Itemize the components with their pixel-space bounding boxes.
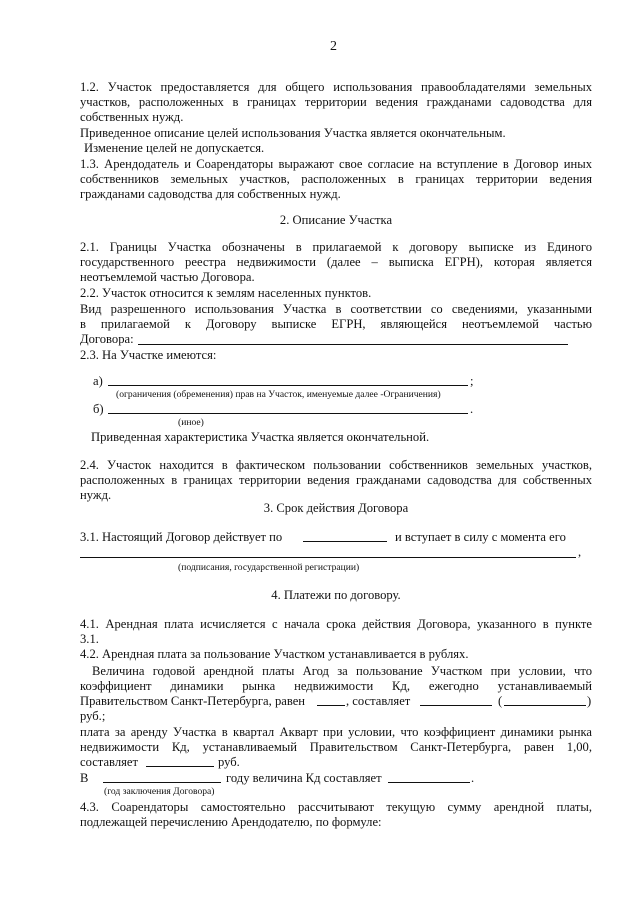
text-line: 3.1. [80, 632, 99, 646]
characteristic-final: Приведенная характеристика Участка является окончательной. [91, 430, 430, 444]
section-2-title: 2. Описание Участка [279, 213, 393, 227]
kd-caption: (год заключения Договора) [104, 786, 215, 797]
section-3-title: 3. Срок действия Договора [263, 501, 409, 515]
clause-2-2: 2.2. Участок относится к землям населенных пунктов. [80, 286, 372, 300]
text-segment: ) [587, 694, 592, 708]
blank-line [420, 705, 492, 706]
page-number: 2 [330, 39, 337, 54]
text-line: недвижимости Кд, устанавливаемый Правительством Санкт-Петербурга, равен 1,00, [80, 740, 592, 754]
text-line: подлежащей перечислению Арендодателю, по формуле: [80, 815, 382, 829]
text-line: 2.4. Участок находится в фактическом пользовании собственников земельных участков, [80, 458, 592, 472]
text-segment: , [578, 545, 582, 559]
text-line: Приведенное описание целей использования Участка является окончательным. [80, 126, 506, 140]
blank-line [303, 541, 387, 542]
blank-line [80, 557, 576, 558]
text-line: Вид разрешенного использования Участка в соответствии со сведениями, указанными [80, 302, 592, 316]
text-segment: году величина Кд составляет [226, 771, 382, 785]
blank-line [103, 782, 221, 783]
text-line: 1.2. Участок предоставляется для общего использования правообладателями земельных [80, 80, 592, 94]
section-4-title: 4. Платежи по договору. [271, 588, 401, 602]
text-line: государственного реестра недвижимости (далее – выписка ЕГРН), которая является [80, 255, 592, 269]
blank-line [504, 705, 586, 706]
text-line: руб.; [80, 709, 106, 723]
text-segment: , составляет [346, 694, 411, 708]
item-a-caption: (ограничения (обременения) прав на Участок, именуемые далее -Ограничения) [116, 389, 441, 400]
text-line: гражданами садоводства для собственных нужд. [80, 187, 341, 201]
text-line: неотъемлемой частью Договора. [80, 270, 255, 284]
text-line: коэффициент динамики рынка недвижимости Кд, ежегодно устанавливаемый [80, 679, 592, 693]
text-line: расположенных в границах территории ведения гражданами садоводства для собственных [80, 473, 592, 487]
text-line: 4.1. Арендная плата исчисляется с начала срока действия Договора, указанного в пункте [80, 617, 592, 631]
text-segment: руб. [218, 755, 240, 769]
blank-line [388, 782, 470, 783]
text-line: Величина годовой арендной платы Агод за пользование Участком при условии, что [92, 664, 592, 678]
text-segment: ( [498, 694, 503, 708]
text-line: 2.1. Границы Участка обозначены в прилагаемой к договору выписке из Единого [80, 240, 592, 254]
blank-line [317, 705, 345, 706]
text-segment: составляет [80, 755, 138, 769]
clause-3-1-caption: (подписания, государственной регистрации) [178, 562, 360, 573]
text-line: 4.3. Соарендаторы самостоятельно рассчитывают текущую сумму арендной платы, [80, 800, 592, 814]
item-a-label: а) [93, 374, 103, 388]
blank-line [146, 766, 214, 767]
blank-line [108, 413, 468, 414]
text-line: нужд. [80, 488, 112, 502]
blank-line [108, 385, 468, 386]
item-b-label: б) [93, 402, 104, 416]
text-line: 1.3. Арендодатель и Соарендаторы выражают свое согласие на вступление в Договор иных [80, 157, 592, 171]
text-line: в прилагаемой к Договору выписке ЕГРН, являющейся неотъемлемой частью [80, 317, 592, 331]
text-line: Изменение целей не допускается. [84, 141, 265, 155]
text-line: собственников земельных участков, расположенных в границах территории ведения [80, 172, 592, 186]
blank-line [138, 344, 568, 345]
clause-2-3: 2.3. На Участке имеются: [80, 348, 217, 362]
clause-4-2: 4.2. Арендная плата за пользование Участком устанавливается в рублях. [80, 647, 469, 661]
text-segment: Правительством Санкт-Петербурга, равен [80, 694, 306, 708]
item-b-caption: (иное) [178, 417, 204, 428]
text-segment: . [471, 771, 475, 785]
item-b-end: . [470, 402, 474, 416]
text-line: участков, расположенных в границах территории ведения гражданами садоводства для [80, 95, 592, 109]
text-segment: В [80, 771, 89, 785]
text-line: собственных нужд. [80, 110, 184, 124]
item-a-end: ; [470, 374, 474, 388]
text-segment: 3.1. Настоящий Договор действует по [80, 530, 283, 544]
text-line: Договора: [80, 332, 134, 346]
text-line: плата за аренду Участка в квартал Акварт при условии, что коэффициент динамики рынка [80, 725, 592, 739]
text-segment: и вступает в силу с момента его [395, 530, 566, 544]
